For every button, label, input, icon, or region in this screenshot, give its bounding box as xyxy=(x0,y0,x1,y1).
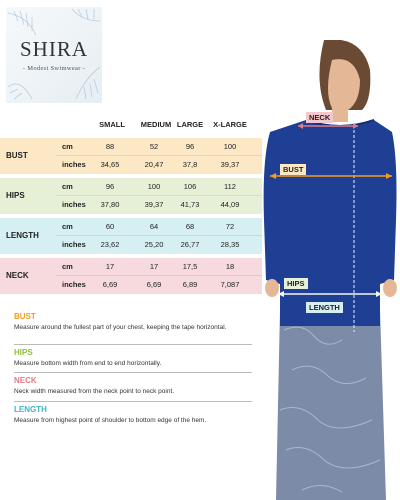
neck-desc-text: Neck width measured from the neck point to neck point. xyxy=(14,388,175,395)
value-cell: 60 xyxy=(105,222,115,231)
length-cm-row xyxy=(56,218,262,236)
bust-cm-row xyxy=(56,138,262,156)
unit-label: cm xyxy=(62,142,73,151)
section-divider xyxy=(14,344,252,345)
value-cell: 20,47 xyxy=(144,160,164,169)
value-cell: 100 xyxy=(223,142,237,151)
length-tag: LENGTH xyxy=(306,302,343,313)
neck-tag: NECK xyxy=(306,112,333,123)
hips-desc-text: Measure bottom width from end to end horizontally. xyxy=(14,360,162,367)
length-inches-row xyxy=(56,236,262,254)
value-cell: 17 xyxy=(105,262,115,271)
value-cell: 6,89 xyxy=(182,280,198,289)
hips-label: HIPS xyxy=(6,191,25,200)
unit-label: cm xyxy=(62,222,73,231)
value-cell: 100 xyxy=(147,182,161,191)
value-cell: 6,69 xyxy=(146,280,162,289)
size-header-xlarge: X-LARGE xyxy=(213,120,247,129)
value-cell: 106 xyxy=(183,182,197,191)
length-label: LENGTH xyxy=(6,231,39,240)
value-cell: 64 xyxy=(149,222,159,231)
length-desc-title: LENGTH xyxy=(14,405,47,414)
hips-desc-title: HIPS xyxy=(14,348,33,357)
brand-tagline: - Modest Swimwear - xyxy=(22,65,86,72)
value-cell: 112 xyxy=(224,182,236,191)
size-header-large: LARGE xyxy=(176,120,204,129)
bust-tag: BUST xyxy=(280,164,306,175)
value-cell: 39,37 xyxy=(144,200,164,209)
value-cell: 96 xyxy=(185,142,195,151)
value-cell: 52 xyxy=(149,142,159,151)
value-cell: 37,8 xyxy=(182,160,198,169)
hips-inches-row xyxy=(56,196,262,214)
unit-label: cm xyxy=(62,182,73,191)
unit-label: inches xyxy=(62,200,86,209)
value-cell: 17 xyxy=(149,262,159,271)
section-divider xyxy=(14,372,252,373)
unit-label: inches xyxy=(62,280,86,289)
neck-block xyxy=(0,258,262,294)
hips-cm-row xyxy=(56,178,262,196)
value-cell: 37,80 xyxy=(100,200,120,209)
model-illustration xyxy=(262,40,400,500)
neck-desc-title: NECK xyxy=(14,376,37,385)
value-cell: 26,77 xyxy=(180,240,200,249)
neck-inches-row xyxy=(56,276,262,294)
value-cell: 72 xyxy=(225,222,235,231)
hips-tag: HIPS xyxy=(284,278,308,289)
model-figure xyxy=(262,40,400,500)
bust-block xyxy=(0,138,262,174)
value-cell: 25,20 xyxy=(144,240,164,249)
bust-inches-row xyxy=(56,156,262,174)
brand-name: SHIRA xyxy=(19,37,88,61)
hips-block xyxy=(0,178,262,214)
value-cell: 68 xyxy=(185,222,195,231)
value-cell: 96 xyxy=(105,182,115,191)
value-cell: 17,5 xyxy=(182,262,198,271)
bust-desc-text: Measure around the fullest part of your chest, keeping the tape horizontal. xyxy=(14,324,227,331)
unit-label: inches xyxy=(62,240,86,249)
value-cell: 44,09 xyxy=(220,200,240,209)
value-cell: 7,087 xyxy=(220,280,240,289)
neck-cm-row xyxy=(56,258,262,276)
bust-label: BUST xyxy=(6,151,28,160)
size-header-small: SMALL xyxy=(99,120,125,129)
brand-logo xyxy=(6,7,102,103)
length-desc-text: Measure from highest point of shoulder to bottom edge of the hem. xyxy=(14,417,207,424)
value-cell: 39,37 xyxy=(220,160,240,169)
bust-desc-title: BUST xyxy=(14,312,36,321)
section-divider xyxy=(14,401,252,402)
value-cell: 28,35 xyxy=(220,240,240,249)
value-cell: 41,73 xyxy=(180,200,200,209)
neck-label: NECK xyxy=(6,271,29,280)
size-header-medium: MEDIUM xyxy=(140,120,172,129)
unit-label: cm xyxy=(62,262,73,271)
value-cell: 18 xyxy=(225,262,235,271)
value-cell: 6,69 xyxy=(102,280,118,289)
value-cell: 88 xyxy=(105,142,115,151)
unit-label: inches xyxy=(62,160,86,169)
value-cell: 34,65 xyxy=(100,160,120,169)
length-block xyxy=(0,218,262,254)
value-cell: 23,62 xyxy=(100,240,120,249)
